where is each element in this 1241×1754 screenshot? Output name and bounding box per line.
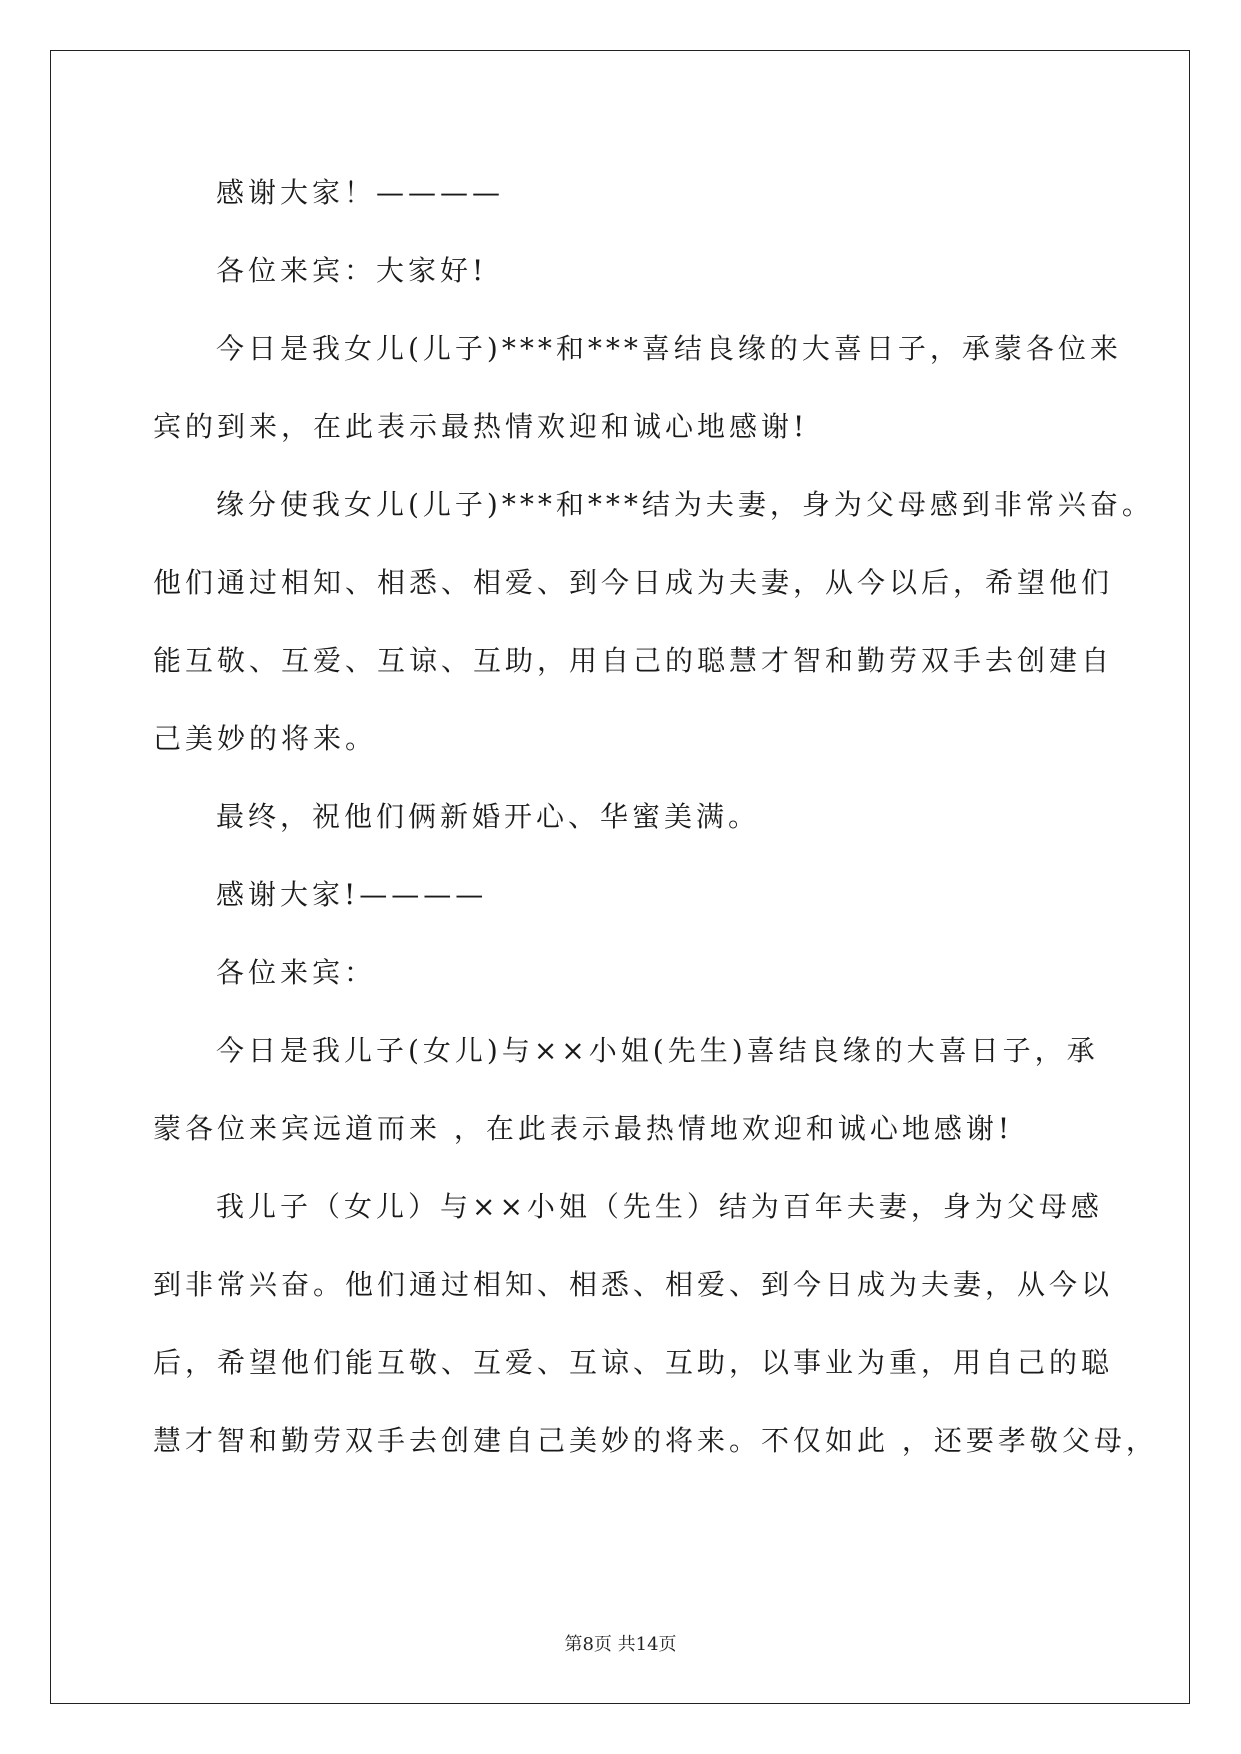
text-line: 感谢大家!———— bbox=[216, 878, 488, 911]
text-line: 最终，祝他们俩新婚开心、华蜜美满。 bbox=[216, 800, 761, 833]
text-line: 各位来宾：大家好! bbox=[216, 254, 488, 287]
text-line: 他们通过相知、相悉、相爱、到今日成为夫妻，从今以后，希望他们 bbox=[153, 566, 1114, 599]
text-line: 感谢大家！———— bbox=[216, 176, 505, 209]
document-body bbox=[153, 168, 1158, 1494]
page-number-footer: 第8页 共14页 bbox=[564, 1634, 677, 1655]
text-line: 蒙各位来宾远道而来 ，在此表示最热情地欢迎和诚心地感谢! bbox=[153, 1112, 1014, 1145]
text-line: 己美妙的将来。 bbox=[153, 722, 378, 755]
text-line: 宾的到来，在此表示最热情欢迎和诚心地感谢! bbox=[153, 410, 809, 443]
text-line: 各位来宾： bbox=[216, 956, 377, 989]
text-line: 到非常兴奋。他们通过相知、相悉、相爱、到今日成为夫妻，从今以 bbox=[153, 1268, 1114, 1301]
text-line: 慧才智和勤劳双手去创建自己美妙的将来。不仅如此 ，还要孝敬父母， bbox=[153, 1424, 1158, 1457]
text-line: 能互敬、互爱、互谅、互助，用自己的聪慧才智和勤劳双手去创建自 bbox=[153, 644, 1114, 677]
text-line: 我儿子（女儿）与××小姐（先生）结为百年夫妻，身为父母感 bbox=[216, 1190, 1103, 1223]
text-line: 今日是我女儿(儿子)***和***喜结良缘的大喜日子，承蒙各位来 bbox=[216, 332, 1122, 365]
text-line: 今日是我儿子(女儿)与××小姐(先生)喜结良缘的大喜日子，承 bbox=[216, 1034, 1099, 1067]
text-line: 缘分使我女儿(儿子)***和***结为夫妻，身为父母感到非常兴奋。 bbox=[216, 488, 1154, 521]
text-line: 后，希望他们能互敬、互爱、互谅、互助，以事业为重，用自己的聪 bbox=[153, 1346, 1114, 1379]
